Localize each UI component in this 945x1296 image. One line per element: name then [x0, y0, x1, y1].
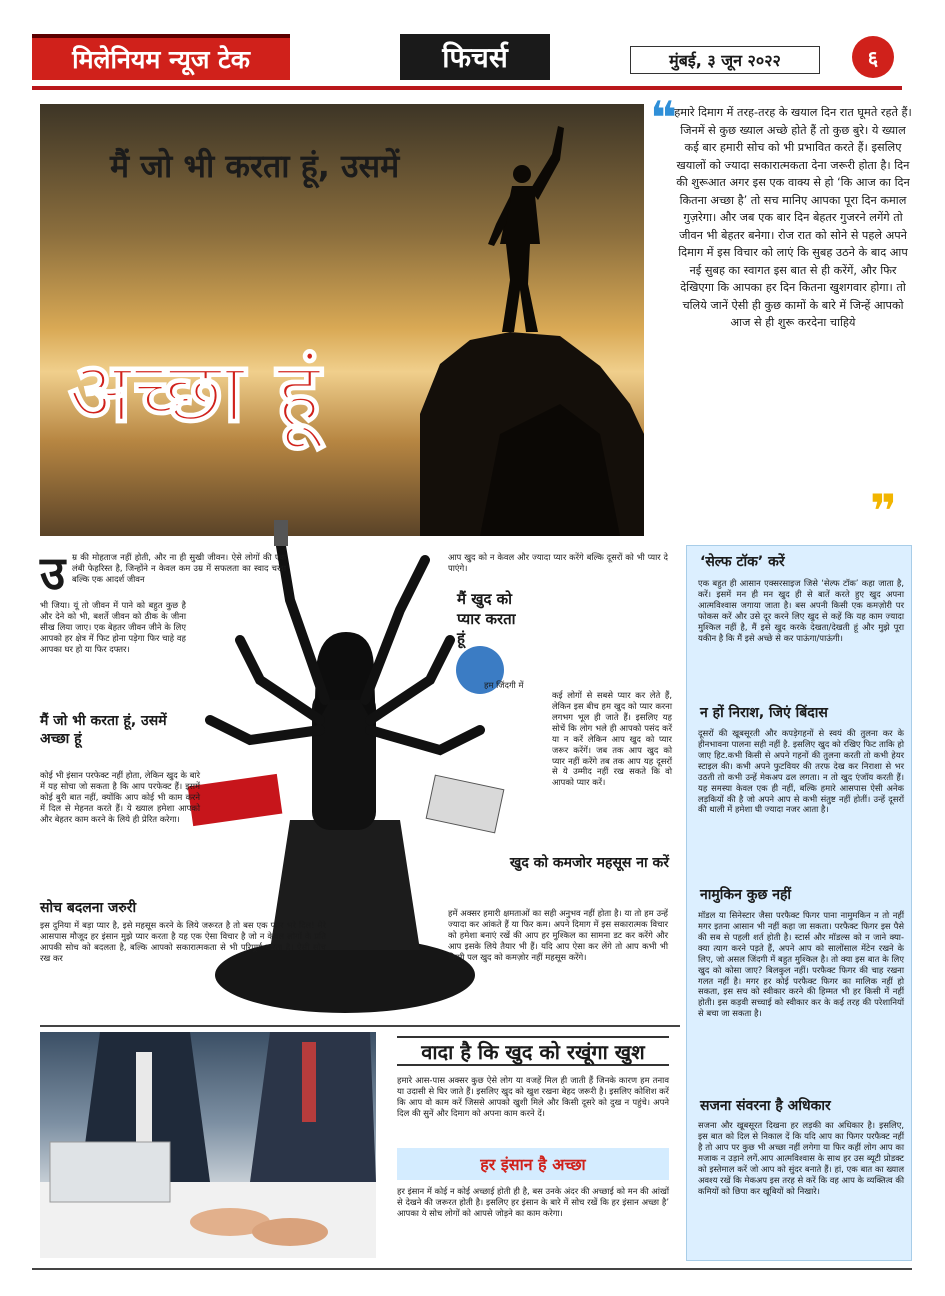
every-person-title: हर इंसान है अच्छा: [397, 1148, 669, 1180]
promise-title: वादा है कि खुद को रखूंगा खुश: [397, 1036, 669, 1066]
article-para-3: इस दुनिया में बड़ा प्यार है, इसे महसूस करने के लिये जरूरत है तो बस एक प्यार भरे दिल! मेरे आसपास मौजूद हर इंसान मुझे प्यार करता है यह एक ऐसा विचार है जो न केवल लोगों के प्रति आपकी सोच को बदलता है, बल्कि आपको सकारात्मकता से भी परिपूर्ण करता है। ऐसी सोच रख कर: [40, 920, 326, 963]
article-col2-top: [448, 552, 668, 574]
article-col1-top-b: [40, 600, 186, 655]
sidebar-text-1: [698, 578, 904, 644]
sidebar-para-2: दूसरों की खूबसूरती और कपड़ेगहनों से स्वयं की तुलना कर के हीनभावना पालना सही नहीं है. इसलिए खुद को रखिए फिट ताकि हो जाए हिट.कभी किसी से अपने गहनों की तुलना करती तो कभी हेयर स्टाइल की। कभी अपने फुटवियर की तरफ देख कर निराशा से भर उठती तो कभी उन्हें मेकअप ढल लगता। न तो खुद एंजॉय करती हैं। यह समस्या केवल एक ही नहीं, बल्कि हमारे आसपास ऐसी अनेक लड़कियों की है जो अपने आप से कभी संतुष्ट नहीं होतीं। उन्हें दूसरों की थाली में हमेशा घी ज्यादा नजर आता है।: [698, 728, 904, 815]
section-title: फिचर्स: [400, 34, 550, 80]
footer-rule: [32, 1268, 912, 1270]
section-divider: [40, 1025, 680, 1027]
article-para-1b: भी जिया। यूं तो जीवन में पाने को बहुत कुछ है और देने को भी, बशर्ते जीवन को ठीक के जीना सीख लिया जाए। एक बेहतर जीवन जीने के लिए आपको हर क्षेत्र में फिट होना पड़ेगा फिर चाहे वह आपका घर हो या फिर दफ्तर।: [40, 600, 186, 654]
newspaper-brand: मिलेनियम न्यूज टेक: [32, 34, 290, 80]
sidebar-text-3: [698, 910, 904, 1019]
hero-title: अच्छा हूं: [68, 343, 322, 441]
every-person-para: हर इंसान में कोई न कोई अच्छाई होती ही है, बस उनके अंदर की अच्छाई को मन की आंखों से देखने की जरूरत होती है। इसलिए हर इंसान के बारे में सोच रखें कि हर इंसान अच्छा है’ आपका ये सोच लोगों को आपसे जोड़ने का काम करेगा।: [397, 1186, 669, 1218]
subheading-love-myself: मैं खुद को प्यार करता हूं: [457, 590, 516, 647]
sidebar-heading-nothing-impossible: नामुकिन कुछ नहीं: [700, 887, 792, 903]
sidebar-heading-dont-despair: न हों निराश, जिएं बिंदास: [700, 705, 828, 721]
quote-open-icon: ❝: [650, 91, 677, 145]
page-number: ६: [852, 36, 894, 78]
article-col1-mid: [40, 770, 200, 825]
hero-subtitle: मैं जो भी करता हूं, उसमें: [110, 147, 400, 185]
office-meeting-photo: [40, 1032, 376, 1258]
promise-text: [397, 1075, 669, 1119]
article-col1-top: [72, 552, 286, 585]
subheading-change-thinking: सोच बदलना जरुरी: [40, 900, 137, 916]
dateline: मुंबई, ३ जून २०२२: [630, 46, 820, 74]
sidebar-heading-self-talk: ‘सेल्फ टॉक’ करें: [700, 554, 785, 570]
sidebar-text-4: [698, 1120, 904, 1196]
article-para-7: हमें अक्सर हमारी क्षमताओं का सही अनुभव नहीं होता है। या तो हम उन्हें ज्यादा कर आंकते हैं या फिर कम। अपने दिमाग में इस सकारात्मक विचार को हमेशा बनाएं रखें की आप हर मुश्किल का सामना डट कर करेंगे और आप इसके लिये तैयार भी हैं। यदि आप ऐसा कर लेंगे तो आप कभी भी किसी पल खुद को कमज़ोर नहीं महसूस करेंगे।: [448, 908, 668, 962]
article-para-2: कोई भी इंसान परफेक्ट नहीं होता, लेकिन खुद के बारे में यह सोचा जो सकता है कि आप परफेक्ट हैं। इसमें कोई बुरी बात नहीं, क्योंकि आप कोई भी काम करने में दिल से मेहनत करते हैं। ये ख्याल हमेशा आपको और बेहतर काम करने के लिये ही प्रेरित करेगा।: [40, 770, 200, 824]
article-col2-bottom: [448, 908, 668, 963]
subheading-good-at-everything: मैं जो भी करता हूं, उसमें अच्छा हूं: [40, 713, 167, 747]
every-person-text: [397, 1186, 669, 1219]
intro-text: हमारे दिमाग में तरह-तरह के खयाल दिन रात घूमते रहते हैं। जिनमें से कुछ ख्याल अच्छे होते हैं तो कुछ बुरे। ये ख्याल कई बार हमारी सोच को भी प्रभावित करते हैं। इसलिए खयालों को ज्यादा सकारात्मकता देना जरूरी होता है। दिन की शुरूआत अगर इस एक वाक्य से हो ‘कि आज का दिन कितना अच्छा है’ तो सच मानिए आपका पूरा दिन कमाल गुज़रेगा। और जब एक बार दिन बेहतर गुजरने लगेंगे तो जीवन भी बेहतर बनेगा। रोज रात को सोने से पहले अपने दिमाग में इस विचार को लाएं कि सुबह उठने के बाद आप नई सुबह का स्वागत इस बात से ही करेंगें, और फिर देखिएगा कि आपका हर दिन कितना खुशगवार होगा। तो चलिये जानें ऐसी ही कुछ कामों के बारे में जिन्हें आपको आज से ही शुरू करदेना चाहिये: [674, 106, 912, 329]
article-para-6: कई लोगों से सबसे प्यार कर लेते हैं, लेकिन इस बीच हम खुद को प्यार करना लगभग भूल ही जाते हैं। इसलिए यह सोचें कि लोग भले ही आपको पसंद करें या न करें लेकिन आप खुद को प्यार जरूर करेंगें। जब तक आप खुद को प्यार नहीं करेंगे तब तक आप यह दूसरों से ये उम्मीद नहीं रख सकते कि वो आपको प्यार करें।: [552, 690, 672, 788]
promise-para: हमारे आस-पास अक्सर कुछ ऐसे लोग या वजहें मिल ही जाती हैं जिनके कारण हम तनाव या उदासी से घिर जाते हैं। इसलिए खुद को खुश रखना बेहद जरूरी है। इसलिए कोशिश करें कि आप वो काम करें जिससे आपको खुशी मिले और किसी दूसरे को दुख न पहुंचे। अपने दिल की सुनें और दिमाग को अपना काम करने दें।: [397, 1075, 669, 1118]
article-para-4: आप खुद को न केवल और ज्यादा प्यार करेंगे बल्कि दूसरों को भी प्यार दे पाएंगे।: [448, 552, 668, 573]
sidebar-text-2: [698, 728, 904, 815]
sidebar-para-4: सजना और खूबसूरत दिखना हर लड़की का अधिकार है। इसलिए, इस बात को दिल से निकाल दें कि यदि आप का फिगर परफैक्ट नहीं है तो आप पर कुछ भी अच्छा नहीं लगेगा या फिर कहीं लोग आप का मजाक न उड़ाने लगें.आप आत्मविश्वास के साथ हर उस ब्यूटी प्रोडक्ट को इस्तेमाल करें जो आप को सुंदर बनाते हैं। हां, एक बात का ख्याल अवश्य रखें कि मेकअप इस तरह से करें कि वह आप के व्यक्तित्व की कमियों को छिपा कर खूबियों को निखारे।: [698, 1120, 904, 1196]
hero-image: [40, 104, 644, 536]
sidebar-para-1: एक बहुत ही आसान एक्सरसाइज जिसे ‘सेल्फ टॉक’ कहा जाता है, करें। इसमें मन ही मन खुद ही से बातें करते हुए खुद अपना आत्मविश्वास जगाया जाता है। बस अपनी किसी एक कमज़ोरी पर फोकस करें और उसे दूर करने लिए खुद से कहें कि यह काम ज्यादा मुश्किल नहीं है, मैं इसे खुद करके देखता/देखती हूं और मुझे पूरा यकीन है कि मैं इसे अच्छे से कर पाऊंगा/पाऊंगी।: [698, 578, 904, 643]
masthead: [0, 0, 945, 92]
quote-close-icon: ❞: [870, 484, 897, 538]
article-para-1: म्र की मोहताज नहीं होती, और ना ही सुखी जीवन। ऐसे लोगों की एक लंबी फेहरिस्त है, जिन्होंने न केवल कम उम्र में सफलता का स्वाद चखा बल्कि एक आदर्श जीवन: [72, 552, 286, 584]
subheading-dont-feel-weak: खुद को कमजोर महसूस ना करें: [509, 855, 669, 871]
business-people-icon: [40, 1032, 376, 1258]
sidebar-para-3: मॉडल या सिनेस्टार जैसा परफैक्ट फिगर पाना नामुमकिन न तो नहीं मगर इतना आसान भी नहीं कहा जा सकता। परफैक्ट फिगर इस पैसे की सब से पहली शर्त होती है। स्टार्स और मॉडल्स को न जाने क्या-क्या त्याग करने पड़ते हैं, अपने आप को सालोंसाल मेंटेन रखने के लिए, जो असल जिंदगी में बहुत मुश्किल है। तो क्या इस बात के लिए खुद को कोसा जाए? बिलकुल नहीं। परफैक्ट फिगर की चाह रखना गलत नहीं है। मगर हर कोई परफैक्ट फिगर का मालिक नहीं हो सकता, इस सच को स्वीकार करने की हिम्मत भी हर किसी में नहीं होती। इस कड़वी सच्चाई को स्वीकार कर के कई तरह की परेशानियों से बचा जा सकता है।: [698, 910, 904, 1019]
intro-paragraph: [674, 104, 912, 332]
drop-cap: उ: [40, 546, 66, 600]
article-col2-mid-b: [552, 690, 672, 788]
sidebar-heading-right-to-dress: सजना संवरना है अधिकार: [700, 1098, 831, 1114]
article-col1-bottom: [40, 920, 326, 964]
header-rule: [32, 86, 902, 90]
article-para-5: हम जिंदगी में: [484, 680, 524, 690]
